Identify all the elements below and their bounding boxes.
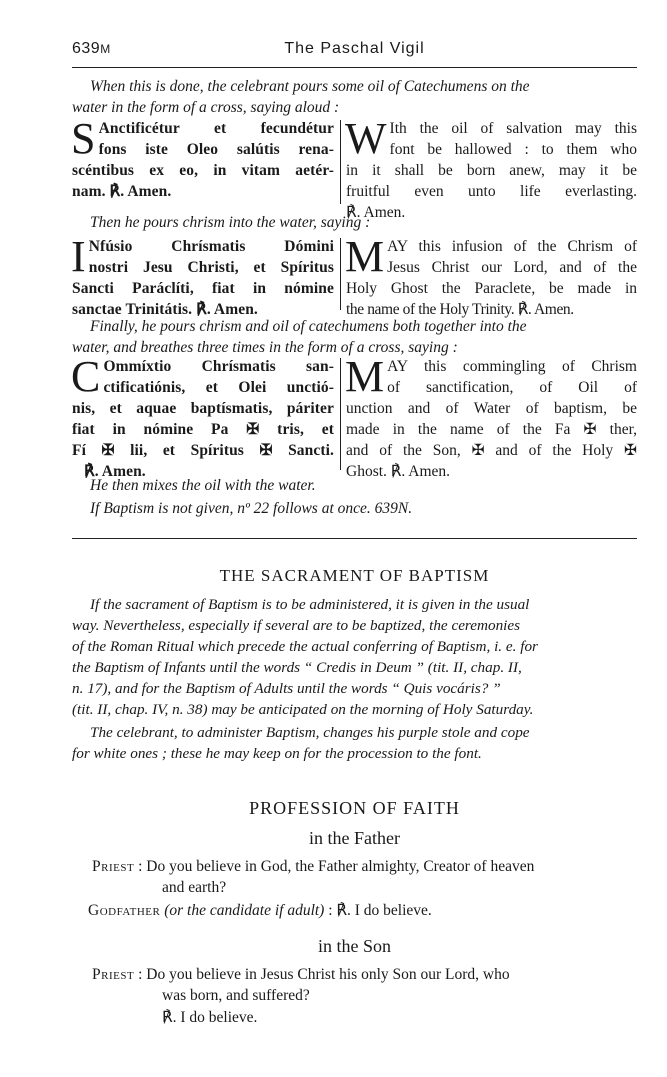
drop-cap: M — [345, 232, 385, 281]
drop-cap: C — [71, 352, 101, 401]
drop-cap: I — [71, 232, 86, 281]
latin-prayer-3: C Ommíxtio Chrísmatis san- ctificatiónis, et Olei unctió- nis, et aquae baptísmatis, páriter fiat in nómine Pa ✠ tris, et Fí ✠ lii, et Spíritus ✠ Sancti. ℟. Amen. — [71, 352, 334, 480]
section-title-baptism: THE SACRAMENT OF BAPTISM — [219, 566, 490, 585]
drop-cap: W — [345, 114, 387, 163]
subtitle-father: in the Father — [309, 828, 400, 848]
rubric-oil-catechumens: When this is done, the celebrant pours some oil of Catechumens on the water in the form of a cross, saying aloud : — [72, 78, 530, 116]
rubric-mix-oil: He then mixes the oil with the water. — [90, 477, 316, 494]
column-divider — [340, 120, 341, 204]
page-number: 639M — [72, 40, 111, 57]
rubric-baptism-not-given: If Baptism is not given, nº 22 follows at once. 639N. — [90, 500, 413, 517]
subtitle-son: in the Son — [317, 936, 391, 956]
column-divider — [340, 358, 341, 470]
english-prayer-2: M AY this infusion of the Chrism of Jesus Christ our Lord, and of the Holy Ghost the Paraclete, be made in the name of the Holy Trinity. ℟. Amen. — [345, 232, 637, 318]
section-rule — [72, 538, 637, 539]
running-title: The Paschal Vigil — [284, 40, 425, 57]
priest-question-1-cont: and earth? — [162, 879, 227, 896]
answer-2: ℟. I do believe. — [162, 1009, 258, 1026]
column-divider — [340, 238, 341, 310]
rubric-vestments: The celebrant, to administer Baptism, changes his purple stole and cope for white ones ; these he may keep on for the procession to the font. — [72, 724, 530, 762]
english-prayer-3: M AY this commingling of Chrism of sanctification, of Oil of unction and of Water of baptism, be made in the name of the Fa ✠ ther, and of the Son, ✠ and of the Holy ✠ Ghost. ℟. Amen. — [345, 352, 637, 480]
rubric-commingling: Finally, he pours chrism and oil of catechumens both together into the water, and breathes three times in the form of a cross, saying : — [72, 318, 527, 356]
latin-prayer-2: I Nfúsio Chrísmatis Dómini nostri Jesu Christi, et Spíritus Sancti Paráclíti, fiat in nómine sanctae Trinitátis. ℟. Amen. — [71, 232, 334, 318]
header-rule — [72, 67, 637, 68]
drop-cap: M — [345, 352, 385, 401]
rubric-baptism-intro: If the sacrament of Baptism is to be administered, it is given in the usual way. Nevertheless, especially if several are to be baptized, the ceremonies of the Roman Ritual which precede the actual conferring of Baptism, i. e. for the Baptism of Infants until the words “ Credis in Deum ” (tit. II, chap. II, n. 17), and for the Baptism of Adults until the words “ Quis vocáris? ” (tit. II, chap. IV, n. 38) may be anticipated on the morning of Holy Saturday. — [72, 596, 538, 718]
section-title-profession: PROFESSION OF FAITH — [249, 798, 460, 818]
priest-question-2-cont: was born, and suffered? — [162, 987, 310, 1004]
drop-cap: S — [71, 114, 96, 163]
rubric-chrism: Then he pours chrism into the water, saying : — [90, 214, 371, 231]
priest-question-1: Priest : Do you believe in God, the Father almighty, Creator of heaven — [92, 858, 535, 875]
english-prayer-1: W Ith the oil of salvation may this font be hallowed : to them who in it shall be born anew, may it be fruitful even unto life everlasting. ℟. Amen. — [345, 114, 637, 221]
latin-prayer-1: S Anctificétur et fecundétur fons iste Oleo salútis rena- scéntibus ex eo, in vitam aetér- nam. ℟. Amen. — [71, 114, 334, 200]
page-header — [72, 40, 637, 64]
priest-question-2: Priest : Do you believe in Jesus Christ his only Son our Lord, who — [92, 966, 510, 983]
godfather-answer-1: Godfather (or the candidate if adult) : ℟. I do believe. — [88, 902, 432, 919]
